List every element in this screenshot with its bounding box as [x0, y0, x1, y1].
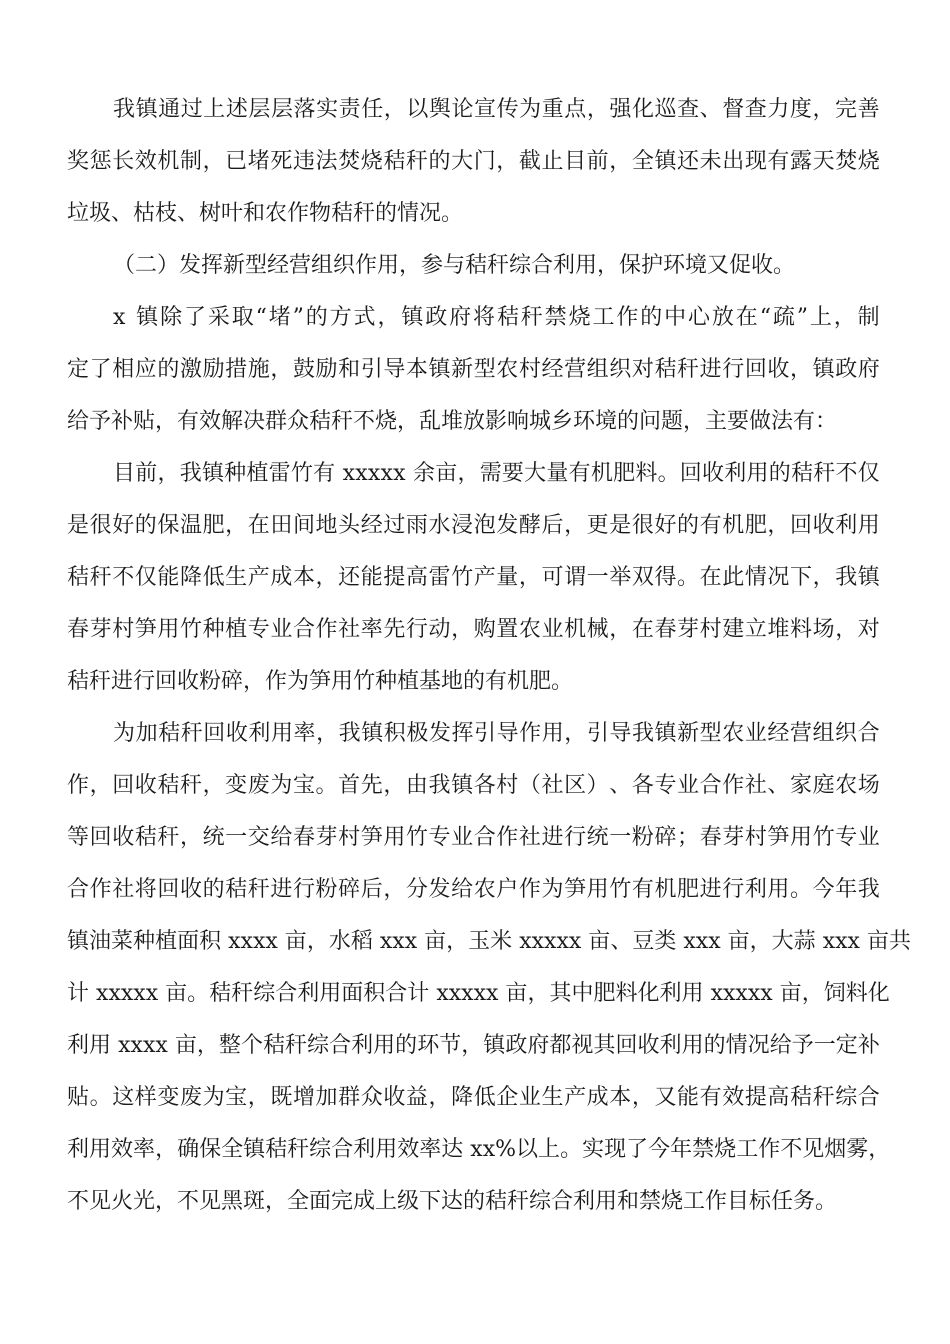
paragraph-line [0, 662, 950, 702]
text-line: 奖 惩 长 效 机 制 ， 已 堵 死 违 法 焚 烧 秸 秆 的 大 门 ， 截 止 目 前 ， 全 镇 还 未 出 现 有 露 天 焚 烧 [67, 149, 880, 174]
paragraph-line [0, 298, 950, 338]
text-line: 我 镇 通 过 上 述 层 层 落 实 责 任 ， 以 舆 论 宣 传 为 重 点 ， 强 化 巡 查 、 督 查 力 度 ， 完 善 [113, 97, 880, 122]
text-line: 镇 油 菜 种 植 面 积 x x x x 亩 ， 水 稻 x x x 亩 ， 玉 米 x x x x x 亩 、 豆 类 x x x 亩 ， 大 蒜 x x x 亩 共 [67, 929, 911, 954]
paragraph-line [0, 194, 950, 234]
text-line: 作 ， 回 收 秸 秆 ， 变 废 为 宝 。 首 先 ， 由 我 镇 各 村 （ 社 区 ） 、 各 专 业 合 作 社 、 家 庭 农 场 [67, 773, 880, 798]
text-line: 等 回 收 秸 秆 ， 统 一 交 给 春 芽 村 笋 用 竹 专 业 合 作 社 进 行 统 一 粉 碎 ； 春 芽 村 笋 用 竹 专 业 [67, 825, 880, 850]
text-line: 给予补贴，有效解决群众秸秆不烧，乱堆放影响城乡环境的问题，主要做法有： [67, 409, 838, 434]
text-line: 是 很 好 的 保 温 肥 ， 在 田 间 地 头 经 过 雨 水 浸 泡 发 酵 后 ， 更 是 很 好 的 有 机 肥 ， 回 收 利 用 [67, 513, 880, 538]
text-line: 为 加 秸 秆 回 收 利 用 率 ， 我 镇 积 极 发 挥 引 导 作 用 ， 引 导 我 镇 新 型 农 业 经 营 组 织 合 [113, 721, 880, 746]
paragraph-line [0, 558, 950, 598]
text-line: 合 作 社 将 回 收 的 秸 秆 进 行 粉 碎 后 ， 分 发 给 农 户 作 为 笋 用 竹 有 机 肥 进 行 利 用 。 今 年 我 [67, 877, 880, 902]
paragraph-line [0, 454, 950, 494]
paragraph-line [0, 350, 950, 390]
paragraph-line [0, 142, 950, 182]
paragraph-line [0, 1182, 950, 1222]
paragraph-line [0, 402, 950, 442]
text-line: 秸秆进行回收粉碎，作为笋用竹种植基地的有机肥。 [67, 669, 574, 694]
text-line: 利 用 x x x x 亩 ， 整 个 秸 秆 综 合 利 用 的 环 节 ， 镇 政 府 都 视 其 回 收 利 用 的 情 况 给 予 一 定 补 [67, 1033, 880, 1058]
text-line: 定 了 相 应 的 激 励 措 施 ， 鼓 励 和 引 导 本 镇 新 型 农 村 经 营 组 织 对 秸 秆 进 行 回 收 ， 镇 政 府 [67, 357, 880, 382]
paragraph-line [0, 90, 950, 130]
paragraph-line [0, 766, 950, 806]
paragraph-line [0, 1130, 950, 1170]
paragraph-line [0, 506, 950, 546]
paragraph-line [0, 714, 950, 754]
text-line: 秸 秆 不 仅 能 降 低 生 产 成 本 ， 还 能 提 高 雷 竹 产 量 ， 可 谓 一 举 双 得 。 在 此 情 况 下 ， 我 镇 [67, 565, 880, 590]
paragraph-line [0, 1026, 950, 1066]
paragraph-line [0, 922, 950, 962]
section-heading-line [0, 246, 950, 286]
text-line: 计 x x x x x 亩 。 秸 秆 综 合 利 用 面 积 合 计 x x x x x 亩 ， 其 中 肥 料 化 利 用 x x x x x 亩 ， 饲 料 化 [67, 981, 890, 1006]
paragraph-line [0, 1078, 950, 1118]
text-line: 目 前 ， 我 镇 种 植 雷 竹 有 x x x x x 余 亩 ， 需 要 大 量 有 机 肥 料 。 回 收 利 用 的 秸 秆 不 仅 [113, 461, 880, 486]
text-line: 利 用 效 率 ， 确 保 全 镇 秸 秆 综 合 利 用 效 率 达 x x % 以 上 。 实 现 了 今 年 禁 烧 工 作 不 见 烟 雾 ， [67, 1137, 891, 1162]
text-line: 垃圾、枯枝、树叶和农作物秸秆的情况。 [67, 201, 464, 226]
text-line: 贴 。 这 样 变 废 为 宝 ， 既 增 加 群 众 收 益 ， 降 低 企 业 生 产 成 本 ， 又 能 有 效 提 高 秸 秆 综 合 [67, 1085, 880, 1110]
paragraph-line [0, 870, 950, 910]
text-line: x 镇 除 了 采 取 “ 堵 ” 的 方 式 ， 镇 政 府 将 秸 秆 禁 烧 工 作 的 中 心 放 在 “ 疏 ” 上 ， 制 [113, 305, 880, 330]
paragraph-line [0, 818, 950, 858]
paragraph-line [0, 610, 950, 650]
text-line: 春 芽 村 笋 用 竹 种 植 专 业 合 作 社 率 先 行 动 ， 购 置 农 业 机 械 ， 在 春 芽 村 建 立 堆 料 场 ， 对 [67, 617, 880, 642]
text-line: 不见火光，不见黑斑，全面完成上级下达的秸秆综合利用和禁烧工作目标任务。 [67, 1189, 838, 1214]
section-heading: （二）发挥新型经营组织作用，参与秸秆综合利用，保护环境又促收。 [113, 253, 796, 278]
paragraph-line [0, 974, 950, 1014]
